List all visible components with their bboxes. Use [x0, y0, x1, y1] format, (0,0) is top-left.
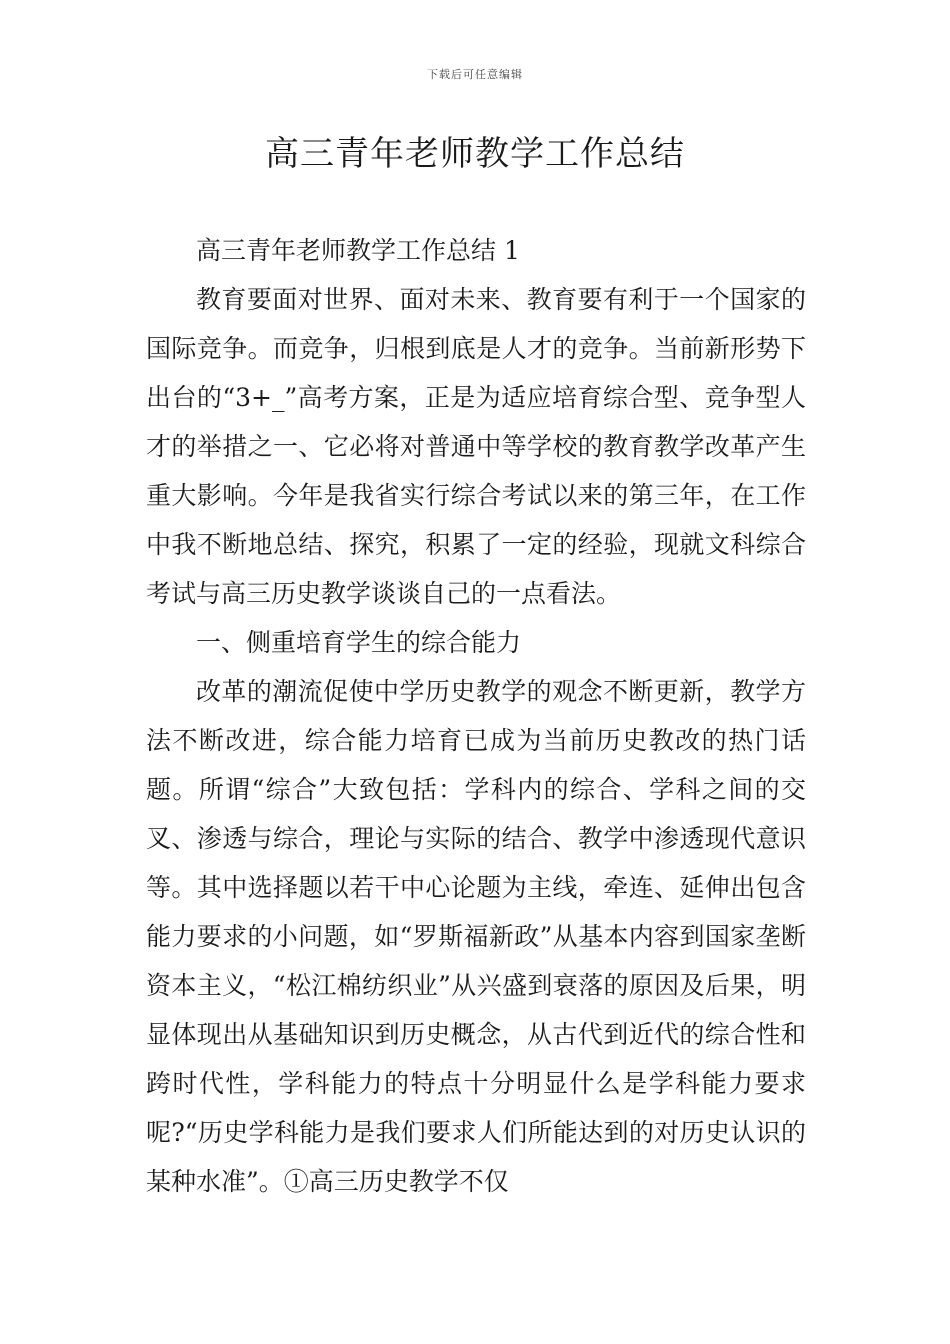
body-paragraph: 教育要面对世界、面对未来、教育要有利于一个国家的国际竞争。而竞争，归根到底是人才的竞争。当前新形势下出台的“3+_”高考方案，正是为适应培育综合型、竞争型人才的举措之一、它必将对普通中等学校的教育教学改革产生重大影响。今年是我省实行综合考试以来的第三年，在工作中我不断地总结、探究，积累了一定的经验，现就文科综合考试与高三历史教学谈谈自己的一点看法。: [146, 285, 806, 608]
document-body: [146, 226, 806, 1206]
section-heading: 一、侧重培育学生的综合能力: [196, 628, 522, 657]
body-paragraph: 改革的潮流促使中学历史教学的观念不断更新，教学方法不断改进，综合能力培育已成为当前历史教改的热门话题。所谓“综合”大致包括：学科内的综合、学科之间的交叉、渗透与综合，理论与实际的结合、教学中渗透现代意识等。其中选择题以若干中心论题为主线，牵连、延伸出包含能力要求的小问题，如“罗斯福新政”从基本内容到国家垄断资本主义，“松江棉纺织业”从兴盛到衰落的原因及后果，明显体现出从基础知识到历史概念，从古代到近代的综合性和跨时代性，学科能力的特点十分明显什么是学科能力要求呢?“历史学科能力是我们要求人们所能达到的对历史认识的某种水准”。①高三历史教学不仅: [146, 677, 806, 1196]
subtitle-paragraph: 高三青年老师教学工作总结 1: [196, 236, 520, 265]
header-note: 下载后可任意编辑: [427, 68, 523, 81]
document-title: 高三青年老师教学工作总结: [265, 134, 685, 174]
